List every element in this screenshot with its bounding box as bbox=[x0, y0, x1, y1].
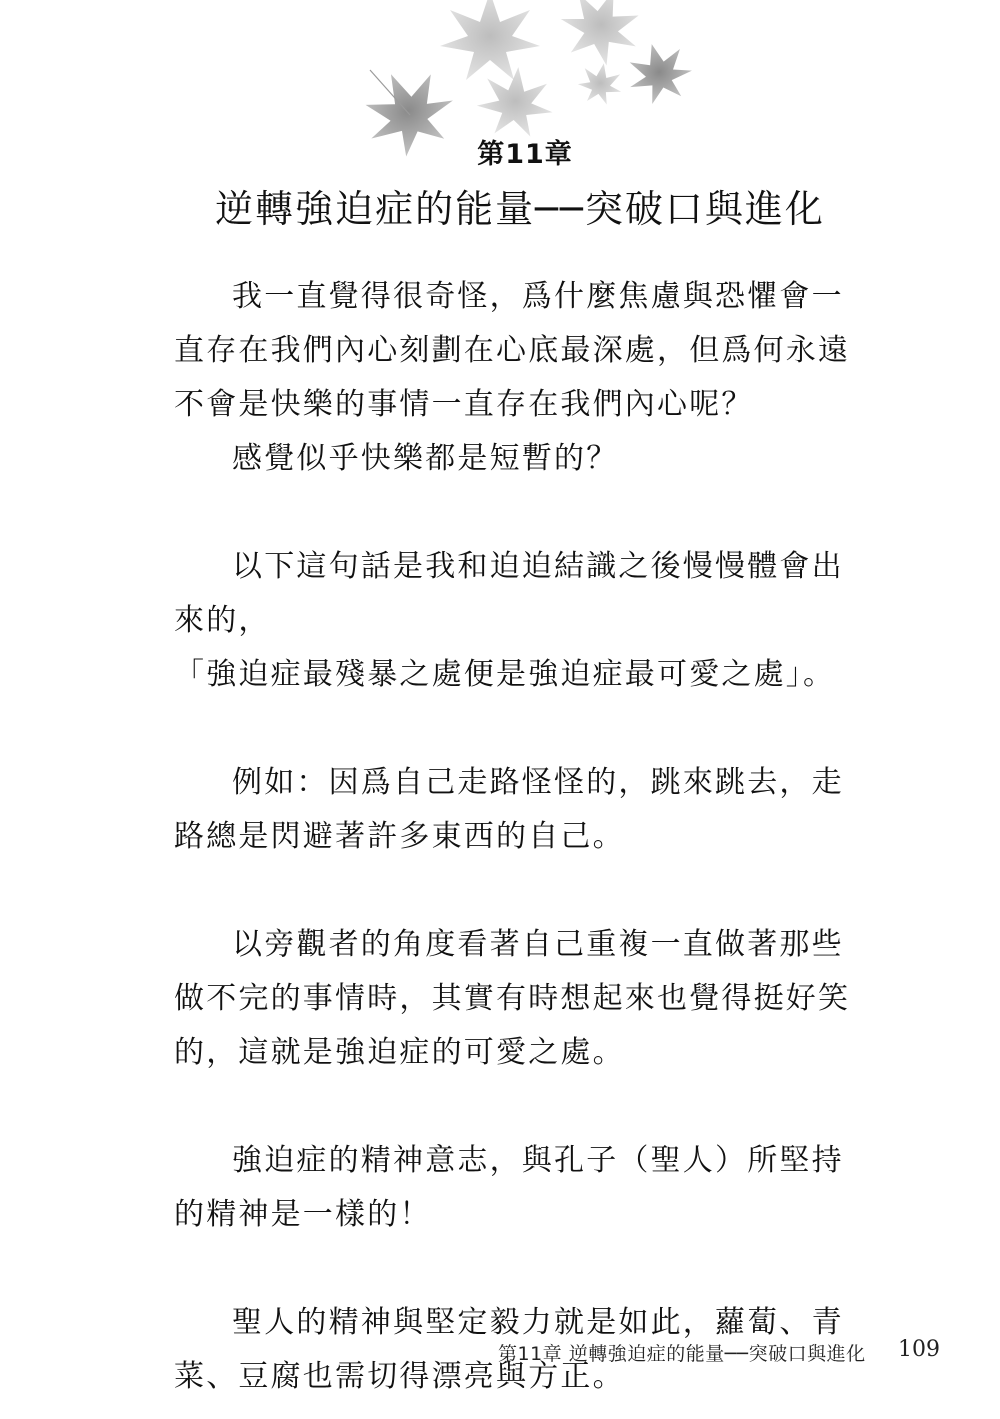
paragraph: 「強迫症最殘暴之處便是強迫症最可愛之處」。 bbox=[174, 657, 836, 692]
maple-leaf-icon bbox=[475, 64, 557, 138]
maple-leaf-icon bbox=[440, 0, 540, 80]
paragraph: 我一直覺得很奇怪，爲什麼焦慮與恐懼會一直存在我們內心刻劃在心底最深處，但爲何永遠不會是快樂的事情一直存在我們內心呢？ bbox=[174, 279, 851, 422]
paragraph: 聖人的精神與堅定毅力就是如此，蘿蔔、青菜、豆腐也需切得漂亮與方正。 bbox=[174, 1305, 844, 1394]
paragraph: 感覺似乎快樂都是短暫的？ bbox=[232, 441, 619, 476]
maple-leaf-icon bbox=[575, 60, 625, 107]
body-text bbox=[174, 270, 874, 1404]
paragraph: 以下這句話是我和迫迫結識之後慢慢體會出來的， bbox=[174, 549, 844, 638]
maple-leaf-icon bbox=[551, 0, 651, 73]
paragraph: 以旁觀者的角度看著自己重複一直做著那些做不完的事情時，其實有時想起來也覺得挺好笑的，這就是強迫症的可愛之處。 bbox=[174, 927, 851, 1070]
chapter-title: 逆轉強迫症的能量──突破口與進化 bbox=[215, 187, 825, 231]
chapter-label: 第11章 bbox=[477, 139, 573, 170]
page-number: 109 bbox=[898, 1337, 940, 1362]
paragraph: 例如：因爲自己走路怪怪的，跳來跳去，走路總是閃避著許多東西的自己。 bbox=[174, 765, 844, 854]
paragraph: 強迫症的精神意志，與孔子（聖人）所堅持的精神是一樣的！ bbox=[174, 1143, 844, 1232]
running-footer-title: 第11章 逆轉強迫症的能量──突破口與進化 bbox=[498, 1343, 866, 1365]
maple-leaf-icon bbox=[621, 36, 698, 109]
